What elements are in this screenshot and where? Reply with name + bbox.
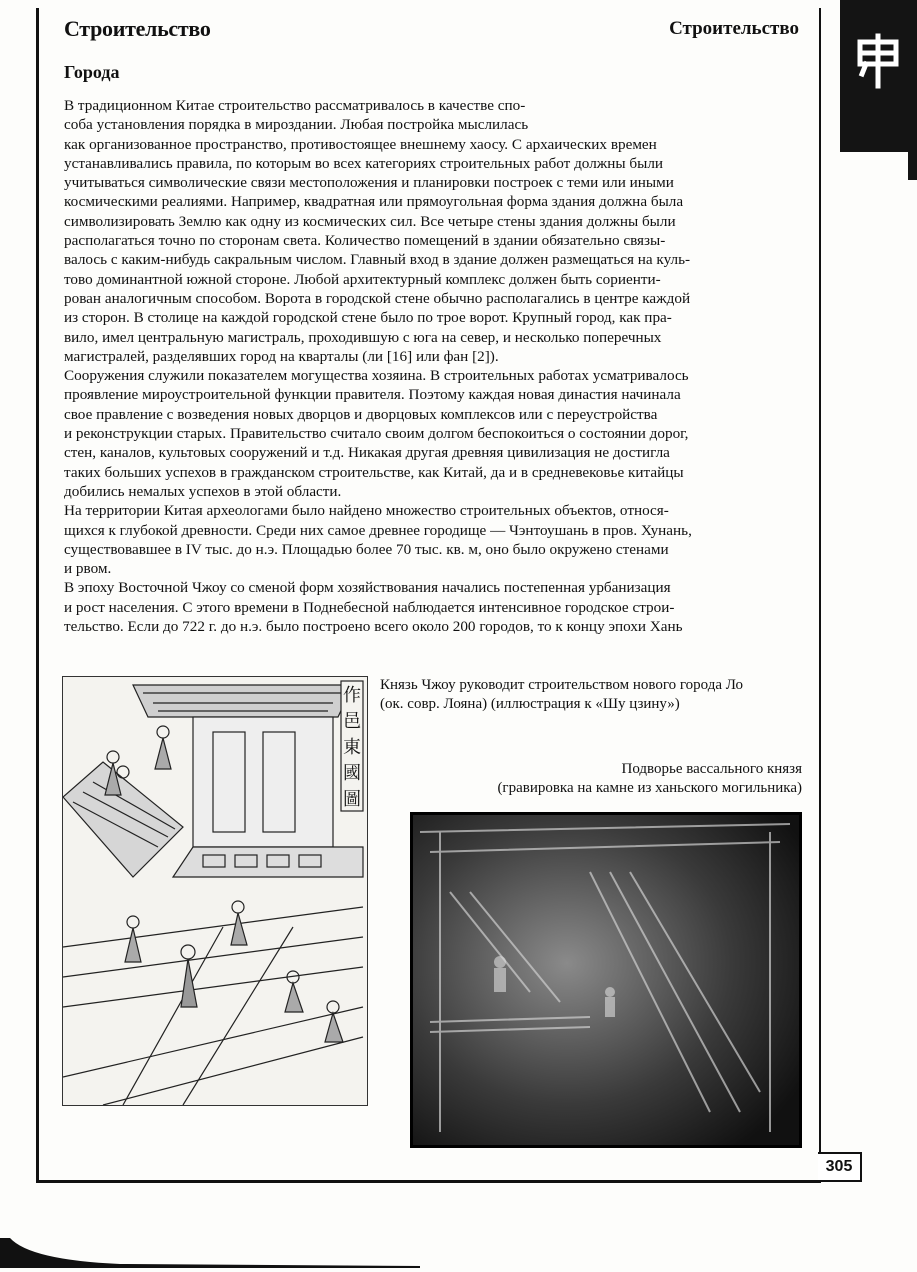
text-line: устанавливались правила, по которым во всех категориях строительных работ должны были [64, 154, 664, 172]
running-title-left: Строительство [64, 16, 211, 41]
text-line: и реконструкции старых. Правительство считало своим долгом беспокоиться о состоянии дорог, [64, 425, 689, 443]
text-line: из сторон. В столице на каждой городской стене было по трое ворот. Крупный город, как пра- [64, 309, 672, 327]
text-line: В эпоху Восточной Чжоу со сменой форм хозяйствования начались постепенная урбанизация [64, 579, 671, 597]
text-line: Сооружения служили показателем могущества хозяина. В строительных работах усматривалось [64, 367, 689, 385]
caption-illustration [380, 676, 800, 714]
text-line: космическими реалиями. Например, квадратная или прямоугольная форма здания должна была [64, 193, 684, 211]
illustration-city-construction [62, 676, 368, 1106]
engraving-drawing [63, 677, 367, 1105]
text-line: символизировать Землю как одну из космических сил. Все четыре стены здания должны были [64, 212, 676, 230]
svg-text:邑: 邑 [343, 711, 361, 732]
text-line: располагаться точно по сторонам света. Количество помещений в здании обязательно связы- [64, 232, 666, 250]
section-title: Города [64, 62, 120, 82]
text-line: свое правление с возведения новых дворцов и дворцовых комплексов или с переустройства [64, 405, 658, 423]
caption-line: Подворье вассального князя [621, 761, 802, 777]
text-line: валось с каким-нибудь сакральным числом. Главный вход в здание должен размещаться на куль- [64, 251, 691, 269]
scan-edge-shadow [0, 1238, 420, 1268]
paragraph-1 [64, 96, 799, 366]
text-line: вило, имел центральную магистраль, проходившую с юга на север, и несколько поперечных [64, 328, 662, 346]
caption-photo [440, 760, 802, 798]
caption-line: Князь Чжоу руководит строительством нового города Ло [380, 677, 744, 693]
text-line: таких больших успехов в гражданском строительстве, как Китай, да и в средневековье китайцы [64, 463, 684, 481]
text-line: проявление мироустроительной функции правителя. Поэтому каждая новая династия начинала [64, 386, 681, 404]
text-line: учитываться символические связи местоположения и планировки построек с теми или иными [64, 174, 674, 192]
svg-text:東: 東 [343, 737, 361, 758]
paragraph-2 [64, 366, 799, 501]
text-line: существовавшее в IV тыс. до н.э. Площадью более 70 тыс. кв. м, оно было окружено стенами [64, 540, 669, 558]
text-line: На территории Китая археологами было найдено множество строительных объектов, относя- [64, 502, 669, 520]
text-line: В традиционном Китае строительство рассматривалось в качестве спо- [64, 97, 526, 114]
paragraph-4 [64, 578, 799, 636]
tab-stripe [908, 150, 917, 180]
text-line: щихся к глубокой древности. Среди них самое древнее городище — Чэнтоушань в пров. Хунань, [64, 521, 692, 539]
body-text [64, 96, 799, 636]
text-line: стен, каналов, культовых сооружений и т.д. Никакая другая древняя цивилизация не достигла [64, 444, 670, 462]
caption-line: (гравировка на камне из ханьского могильника) [497, 780, 802, 796]
caption-line: (ок. совр. Лояна) (иллюстрация к «Шу цзину») [380, 696, 680, 712]
text-line: тельство. Если до 722 г. до н.э. было построено всего около 200 городов, то к концу эпохи Хань [64, 618, 683, 636]
text-line: магистралей, разделявших город на кварталы (ли [16] или фан [2]). [64, 347, 499, 365]
stone-engraving-photo [410, 812, 802, 1148]
text-line: и рост населения. С этого времени в Поднебесной наблюдается интенсивное городское строи- [64, 598, 675, 616]
text-line: и рвом. [64, 560, 112, 578]
paragraph-3 [64, 501, 799, 578]
seal-character-icon [852, 28, 904, 92]
text-line: соба установления порядка в мироздании. Любая постройка мыслилась [64, 116, 529, 134]
chapter-tab [840, 0, 917, 152]
svg-text:作: 作 [343, 685, 361, 706]
text-line: как организованное пространство, противостоящее внешнему хаосу. С архаических времен [64, 135, 657, 153]
svg-text:國: 國 [343, 763, 361, 784]
svg-text:圖: 圖 [343, 789, 361, 810]
text-line: добились немалых успехов в этой области. [64, 482, 342, 500]
page-number: 305 [818, 1152, 862, 1182]
photo-drawing [410, 812, 802, 1148]
text-line: рован аналогичным способом. Ворота в городской стене обычно располагались в центре каждой [64, 289, 691, 307]
running-title-right: Строительство [669, 18, 799, 39]
text-line: тово доминантной южной стороне. Любой архитектурный комплекс должен быть сориенти- [64, 270, 661, 288]
